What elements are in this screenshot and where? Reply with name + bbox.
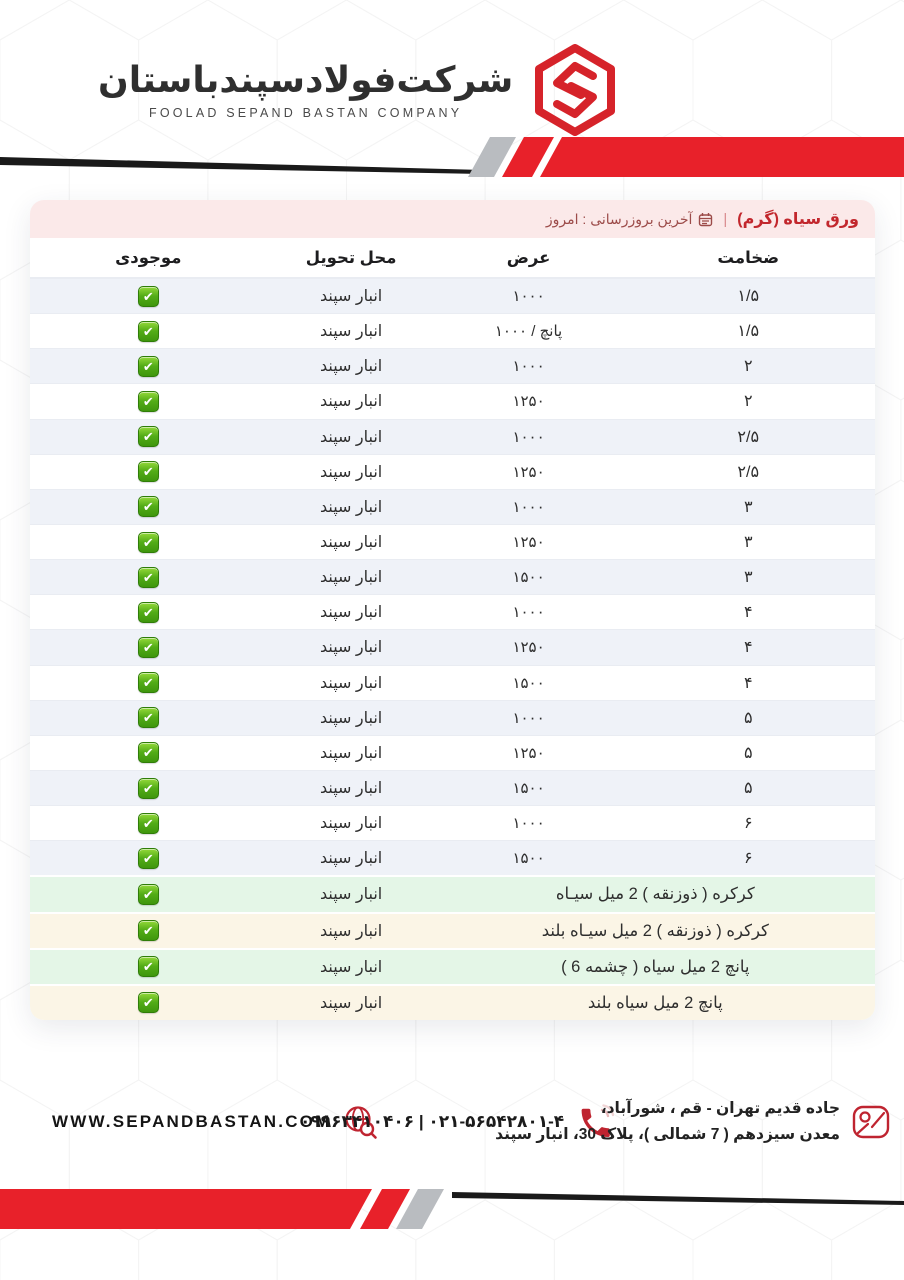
stock-cell (30, 920, 267, 941)
delivery-location-cell: انبار سپند (319, 922, 383, 940)
bottom-black-line (452, 1192, 904, 1205)
thickness-cell: ۲ (743, 358, 753, 376)
table-row (30, 594, 875, 629)
table-row (30, 805, 875, 840)
stock-cell (30, 813, 267, 834)
table-row (30, 770, 875, 805)
price-table-card (30, 200, 875, 1020)
in-stock-check-icon: ✔ (138, 426, 159, 447)
top-black-line (0, 157, 483, 174)
product-name-cell: پانچ 2 میل سیاه بلند (587, 993, 723, 1012)
table-row-product (30, 948, 875, 984)
in-stock-check-icon: ✔ (138, 496, 159, 517)
in-stock-check-icon: ✔ (138, 637, 159, 658)
in-stock-check-icon: ✔ (138, 532, 159, 553)
thickness-cell: ۳ (743, 498, 753, 516)
delivery-location-cell: انبار سپند (319, 358, 383, 376)
delivery-location-cell: انبار سپند (319, 604, 383, 622)
stock-cell (30, 461, 267, 482)
product-name-cell: پانچ 2 میل سیاه ( چشمه 6 ) (561, 957, 750, 976)
company-name-en: FOOLAD SEPAND BASTAN COMPANY (148, 105, 463, 120)
stock-cell (30, 356, 267, 377)
in-stock-check-icon: ✔ (138, 992, 159, 1013)
in-stock-check-icon: ✔ (138, 742, 159, 763)
table-row (30, 313, 875, 348)
table-row (30, 629, 875, 664)
width-cell: ۱۵۰۰ (512, 569, 545, 587)
in-stock-check-icon: ✔ (138, 567, 159, 588)
stock-cell (30, 707, 267, 728)
width-cell: ۱۰۰۰ (512, 498, 545, 516)
address-line-2: معدن سیزدهم ( 7 شمالی )، پلاک 30، انبار سپند (495, 1126, 840, 1143)
header-delivery: محل تحویل (305, 248, 397, 267)
thickness-cell: ۲ (743, 393, 753, 411)
thickness-cell: ۶ (743, 850, 753, 868)
last-update (546, 211, 713, 228)
thickness-cell: ۶ (743, 815, 753, 833)
title-separator: | (723, 210, 728, 228)
width-cell: ۱۲۵۰ (512, 639, 545, 657)
in-stock-check-icon: ✔ (138, 321, 159, 342)
stock-cell (30, 532, 267, 553)
bottom-red-bar (0, 1189, 372, 1229)
in-stock-check-icon: ✔ (138, 602, 159, 623)
delivery-location-cell: انبار سپند (319, 498, 383, 516)
width-cell: ۱۲۵۰ (512, 534, 545, 552)
last-update-text: آخرین بروزرسانی : امروز (545, 210, 693, 227)
in-stock-check-icon: ✔ (138, 356, 159, 377)
header-thickness: ضخامت (717, 248, 780, 267)
thickness-cell: ۴ (743, 674, 753, 692)
delivery-location-cell: انبار سپند (319, 994, 383, 1012)
top-red-bar (540, 137, 904, 177)
in-stock-check-icon: ✔ (138, 956, 159, 977)
width-cell: ۱۵۰۰ (512, 780, 545, 798)
delivery-location-cell: انبار سپند (319, 744, 383, 762)
website-url: WWW.SEPANDBASTAN.COM (52, 1112, 332, 1131)
width-cell: ۱۵۰۰ (512, 850, 545, 868)
table-row (30, 454, 875, 489)
width-cell: ۱۲۵۰ (512, 744, 545, 762)
stock-cell (30, 286, 267, 307)
thickness-cell: ۵ (743, 780, 753, 798)
thickness-cell: ۳ (743, 569, 753, 587)
product-name-cell: کرکره ( ذوزنقه ) 2 میل سیـاه (555, 885, 755, 904)
header-width: عرض (506, 248, 551, 267)
phone-numbers: ۰۹۹۶۳۴۱۰۴۰۶ | ۰۲۱-۵۶۵۴۲۸۰۱-۴ (300, 1112, 565, 1131)
delivery-location-cell: انبار سپند (319, 886, 383, 904)
bottom-stripe-band (0, 1186, 904, 1234)
in-stock-check-icon: ✔ (138, 672, 159, 693)
thickness-cell: ۲/۵ (737, 463, 760, 481)
stock-cell (30, 956, 267, 977)
table-row (30, 348, 875, 383)
table-row (30, 489, 875, 524)
stock-cell (30, 391, 267, 412)
top-stripe-band (0, 135, 904, 181)
delivery-location-cell: انبار سپند (319, 323, 383, 341)
stock-cell (30, 637, 267, 658)
width-cell: ۱۲۵۰ (512, 463, 545, 481)
stock-cell (30, 778, 267, 799)
table-body (30, 278, 875, 1020)
address-line-1: جاده قدیم تهران - قم ، شورآباد، (600, 1100, 840, 1117)
thickness-cell: ۴ (743, 604, 753, 622)
in-stock-check-icon: ✔ (138, 391, 159, 412)
width-cell: ۱۲۵۰ (512, 393, 545, 411)
stock-cell (30, 992, 267, 1013)
delivery-location-cell: انبار سپند (319, 288, 383, 306)
table-title-bar (30, 200, 875, 238)
thickness-cell: ۲/۵ (737, 428, 760, 446)
width-cell: ۱۰۰۰ (512, 815, 545, 833)
company-name-fa: شرکت‌فولادسپندباستان (98, 59, 514, 101)
width-cell: ۱۰۰۰ (512, 709, 545, 727)
table-row (30, 383, 875, 418)
company-logo (98, 44, 619, 136)
width-cell: ۱۰۰۰ (512, 604, 545, 622)
table-row (30, 665, 875, 700)
table-row-product (30, 912, 875, 948)
delivery-location-cell: انبار سپند (319, 674, 383, 692)
delivery-location-cell: انبار سپند (319, 393, 383, 411)
contact-footer (0, 1086, 904, 1158)
address-group (495, 1086, 892, 1158)
stock-cell (30, 567, 267, 588)
width-cell: ۱۰۰۰ (512, 428, 545, 446)
product-name-cell: کرکره ( ذوزنقه ) 2 میل سیـاه بلند (541, 921, 769, 940)
in-stock-check-icon: ✔ (138, 286, 159, 307)
table-row-product (30, 875, 875, 911)
stock-cell (30, 426, 267, 447)
table-row (30, 840, 875, 875)
in-stock-check-icon: ✔ (138, 884, 159, 905)
table-row (30, 559, 875, 594)
in-stock-check-icon: ✔ (138, 813, 159, 834)
delivery-location-cell: انبار سپند (319, 709, 383, 727)
width-cell: ۱۰۰۰ (512, 288, 545, 306)
width-cell: ۱۰۰۰ (512, 358, 545, 376)
thickness-cell: ۱/۵ (737, 323, 760, 341)
stock-cell (30, 496, 267, 517)
stock-cell (30, 602, 267, 623)
table-row (30, 700, 875, 735)
stock-cell (30, 742, 267, 763)
thickness-cell: ۳ (743, 534, 753, 552)
in-stock-check-icon: ✔ (138, 778, 159, 799)
table-row (30, 735, 875, 770)
delivery-location-cell: انبار سپند (319, 463, 383, 481)
delivery-location-cell: انبار سپند (319, 534, 383, 552)
stock-cell (30, 672, 267, 693)
thickness-cell: ۵ (743, 744, 753, 762)
thickness-cell: ۱/۵ (737, 288, 760, 306)
in-stock-check-icon: ✔ (138, 920, 159, 941)
in-stock-check-icon: ✔ (138, 848, 159, 869)
width-cell: ۱۵۰۰ (512, 674, 545, 692)
delivery-location-cell: انبار سپند (319, 780, 383, 798)
calendar-icon (698, 212, 713, 227)
thickness-cell: ۵ (743, 709, 753, 727)
map-pin-icon (850, 1101, 892, 1143)
table-row (30, 278, 875, 313)
table-header-row (30, 238, 875, 278)
header-stock: موجودی (115, 248, 182, 267)
delivery-location-cell: انبار سپند (319, 958, 383, 976)
stock-cell (30, 884, 267, 905)
table-row-product (30, 984, 875, 1020)
stock-cell (30, 848, 267, 869)
in-stock-check-icon: ✔ (138, 461, 159, 482)
delivery-location-cell: انبار سپند (319, 850, 383, 868)
table-row (30, 524, 875, 559)
delivery-location-cell: انبار سپند (319, 815, 383, 833)
delivery-location-cell: انبار سپند (319, 428, 383, 446)
thickness-cell: ۴ (743, 639, 753, 657)
delivery-location-cell: انبار سپند (319, 639, 383, 657)
width-cell: پانچ / ۱۰۰۰ (494, 323, 563, 341)
table-title: ورق سیاه (گرم) (737, 211, 859, 228)
stock-cell (30, 321, 267, 342)
delivery-location-cell: انبار سپند (319, 569, 383, 587)
table-row (30, 419, 875, 454)
in-stock-check-icon: ✔ (138, 707, 159, 728)
hexagon-s-logo-icon (531, 44, 619, 136)
